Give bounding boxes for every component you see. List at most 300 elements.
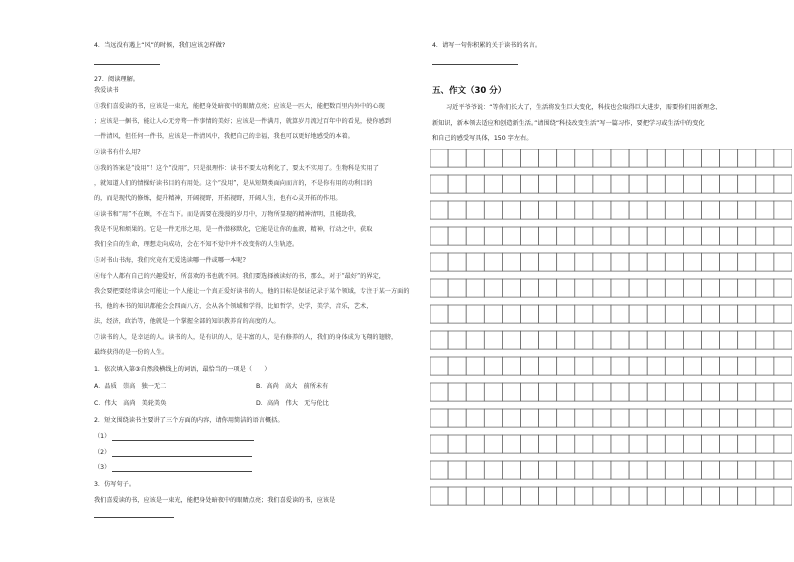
grid-cell[interactable]	[430, 357, 448, 375]
grid-cell[interactable]	[484, 383, 502, 401]
grid-cell[interactable]	[611, 461, 629, 479]
grid-cell[interactable]	[466, 383, 484, 401]
grid-cell[interactable]	[665, 435, 683, 453]
composition-grid[interactable]	[430, 149, 792, 513]
grid-cell[interactable]	[502, 253, 520, 271]
grid-cell[interactable]	[683, 201, 701, 219]
grid-cell[interactable]	[484, 305, 502, 323]
grid-cell[interactable]	[466, 149, 484, 167]
grid-cell[interactable]	[557, 201, 575, 219]
option-b[interactable]: B．高尚 高大 前所未有	[256, 383, 329, 390]
grid-cell[interactable]	[738, 227, 756, 245]
grid-cell[interactable]	[557, 149, 575, 167]
grid-cell[interactable]	[448, 409, 466, 427]
grid-cell[interactable]	[702, 149, 720, 167]
grid-cell[interactable]	[557, 227, 575, 245]
grid-cell[interactable]	[702, 201, 720, 219]
grid-cell[interactable]	[539, 461, 557, 479]
grid-cell[interactable]	[774, 357, 792, 375]
grid-cell[interactable]	[502, 331, 520, 349]
grid-cell[interactable]	[430, 149, 448, 167]
grid-cell[interactable]	[683, 383, 701, 401]
grid-cell[interactable]	[502, 305, 520, 323]
grid-cell[interactable]	[611, 331, 629, 349]
grid-cell[interactable]	[557, 253, 575, 271]
grid-cell[interactable]	[448, 331, 466, 349]
grid-cell[interactable]	[484, 201, 502, 219]
grid-cell[interactable]	[683, 279, 701, 297]
grid-cell[interactable]	[593, 175, 611, 193]
grid-cell[interactable]	[521, 279, 539, 297]
grid-cell[interactable]	[683, 175, 701, 193]
grid-cell[interactable]	[702, 435, 720, 453]
grid-cell[interactable]	[738, 279, 756, 297]
grid-cell[interactable]	[629, 331, 647, 349]
grid-cell[interactable]	[521, 305, 539, 323]
grid-cell[interactable]	[448, 149, 466, 167]
grid-cell[interactable]	[448, 175, 466, 193]
grid-cell[interactable]	[502, 227, 520, 245]
grid-cell[interactable]	[448, 201, 466, 219]
grid-cell[interactable]	[647, 383, 665, 401]
grid-cell[interactable]	[774, 149, 792, 167]
grid-cell[interactable]	[756, 435, 774, 453]
grid-cell[interactable]	[665, 149, 683, 167]
grid-cell[interactable]	[484, 331, 502, 349]
grid-cell[interactable]	[484, 175, 502, 193]
grid-cell[interactable]	[647, 201, 665, 219]
grid-cell[interactable]	[629, 149, 647, 167]
grid-cell[interactable]	[702, 227, 720, 245]
grid-cell[interactable]	[502, 149, 520, 167]
grid-cell[interactable]	[593, 357, 611, 375]
grid-cell[interactable]	[448, 383, 466, 401]
grid-cell[interactable]	[665, 227, 683, 245]
grid-row[interactable]	[430, 227, 792, 245]
grid-cell[interactable]	[702, 279, 720, 297]
grid-cell[interactable]	[521, 435, 539, 453]
grid-cell[interactable]	[738, 305, 756, 323]
grid-cell[interactable]	[521, 227, 539, 245]
grid-cell[interactable]	[629, 201, 647, 219]
grid-row[interactable]	[430, 201, 792, 219]
grid-cell[interactable]	[647, 175, 665, 193]
grid-cell[interactable]	[611, 201, 629, 219]
grid-cell[interactable]	[593, 435, 611, 453]
grid-cell[interactable]	[484, 409, 502, 427]
grid-cell[interactable]	[593, 487, 611, 505]
grid-cell[interactable]	[611, 357, 629, 375]
grid-cell[interactable]	[521, 487, 539, 505]
grid-cell[interactable]	[665, 461, 683, 479]
grid-cell[interactable]	[539, 279, 557, 297]
grid-cell[interactable]	[593, 253, 611, 271]
grid-cell[interactable]	[629, 409, 647, 427]
grid-cell[interactable]	[756, 383, 774, 401]
grid-cell[interactable]	[430, 435, 448, 453]
grid-cell[interactable]	[738, 175, 756, 193]
grid-cell[interactable]	[720, 357, 738, 375]
grid-cell[interactable]	[665, 383, 683, 401]
grid-cell[interactable]	[720, 279, 738, 297]
grid-cell[interactable]	[466, 461, 484, 479]
grid-cell[interactable]	[647, 279, 665, 297]
grid-cell[interactable]	[430, 305, 448, 323]
grid-cell[interactable]	[720, 461, 738, 479]
grid-cell[interactable]	[665, 305, 683, 323]
grid-cell[interactable]	[466, 331, 484, 349]
grid-cell[interactable]	[593, 149, 611, 167]
grid-cell[interactable]	[466, 175, 484, 193]
grid-cell[interactable]	[575, 149, 593, 167]
grid-cell[interactable]	[665, 357, 683, 375]
option-d[interactable]: D．高尚 伟大 无与伦比	[256, 400, 329, 407]
grid-cell[interactable]	[539, 201, 557, 219]
grid-cell[interactable]	[629, 227, 647, 245]
grid-cell[interactable]	[448, 357, 466, 375]
grid-cell[interactable]	[738, 435, 756, 453]
grid-cell[interactable]	[521, 175, 539, 193]
grid-cell[interactable]	[647, 461, 665, 479]
grid-cell[interactable]	[502, 279, 520, 297]
grid-cell[interactable]	[448, 253, 466, 271]
grid-row[interactable]	[430, 175, 792, 193]
grid-row[interactable]	[430, 487, 792, 505]
grid-row[interactable]	[430, 435, 792, 453]
grid-cell[interactable]	[647, 253, 665, 271]
grid-cell[interactable]	[575, 435, 593, 453]
grid-cell[interactable]	[720, 383, 738, 401]
answer-line-imitation[interactable]	[94, 517, 174, 518]
grid-cell[interactable]	[484, 461, 502, 479]
option-c[interactable]: C．伟大 高尚 美轮美奂	[94, 400, 167, 407]
grid-cell[interactable]	[593, 305, 611, 323]
grid-cell[interactable]	[448, 461, 466, 479]
grid-cell[interactable]	[484, 435, 502, 453]
grid-cell[interactable]	[720, 149, 738, 167]
grid-cell[interactable]	[683, 149, 701, 167]
grid-cell[interactable]	[611, 149, 629, 167]
grid-cell[interactable]	[774, 435, 792, 453]
grid-cell[interactable]	[593, 331, 611, 349]
grid-cell[interactable]	[521, 461, 539, 479]
grid-cell[interactable]	[539, 253, 557, 271]
grid-cell[interactable]	[430, 253, 448, 271]
grid-cell[interactable]	[539, 435, 557, 453]
grid-cell[interactable]	[430, 409, 448, 427]
grid-cell[interactable]	[738, 383, 756, 401]
grid-cell[interactable]	[774, 487, 792, 505]
grid-cell[interactable]	[720, 227, 738, 245]
grid-cell[interactable]	[575, 253, 593, 271]
grid-cell[interactable]	[430, 175, 448, 193]
grid-cell[interactable]	[647, 435, 665, 453]
grid-cell[interactable]	[557, 305, 575, 323]
grid-cell[interactable]	[466, 227, 484, 245]
grid-cell[interactable]	[430, 487, 448, 505]
grid-cell[interactable]	[557, 383, 575, 401]
grid-cell[interactable]	[575, 175, 593, 193]
grid-cell[interactable]	[756, 279, 774, 297]
grid-cell[interactable]	[575, 201, 593, 219]
grid-cell[interactable]	[539, 227, 557, 245]
grid-cell[interactable]	[484, 357, 502, 375]
grid-cell[interactable]	[702, 175, 720, 193]
grid-cell[interactable]	[720, 409, 738, 427]
grid-cell[interactable]	[683, 357, 701, 375]
grid-cell[interactable]	[665, 331, 683, 349]
grid-cell[interactable]	[629, 279, 647, 297]
grid-cell[interactable]	[702, 305, 720, 323]
grid-cell[interactable]	[466, 357, 484, 375]
grid-cell[interactable]	[611, 383, 629, 401]
grid-cell[interactable]	[521, 409, 539, 427]
grid-cell[interactable]	[430, 227, 448, 245]
grid-cell[interactable]	[502, 357, 520, 375]
grid-cell[interactable]	[756, 461, 774, 479]
answer-line-2[interactable]	[112, 456, 252, 457]
grid-cell[interactable]	[593, 409, 611, 427]
grid-cell[interactable]	[629, 435, 647, 453]
grid-cell[interactable]	[448, 279, 466, 297]
grid-row[interactable]	[430, 253, 792, 271]
grid-cell[interactable]	[484, 253, 502, 271]
grid-cell[interactable]	[647, 409, 665, 427]
grid-cell[interactable]	[738, 253, 756, 271]
answer-line-1[interactable]	[112, 440, 254, 441]
grid-cell[interactable]	[756, 305, 774, 323]
grid-cell[interactable]	[593, 279, 611, 297]
grid-cell[interactable]	[466, 201, 484, 219]
grid-cell[interactable]	[611, 279, 629, 297]
grid-cell[interactable]	[575, 357, 593, 375]
grid-cell[interactable]	[466, 253, 484, 271]
grid-cell[interactable]	[611, 253, 629, 271]
grid-cell[interactable]	[720, 435, 738, 453]
grid-cell[interactable]	[647, 305, 665, 323]
grid-cell[interactable]	[593, 227, 611, 245]
grid-cell[interactable]	[738, 149, 756, 167]
grid-cell[interactable]	[539, 149, 557, 167]
grid-cell[interactable]	[629, 357, 647, 375]
grid-cell[interactable]	[756, 409, 774, 427]
grid-cell[interactable]	[629, 383, 647, 401]
grid-cell[interactable]	[702, 331, 720, 349]
grid-cell[interactable]	[466, 435, 484, 453]
grid-cell[interactable]	[557, 435, 575, 453]
grid-cell[interactable]	[557, 279, 575, 297]
grid-cell[interactable]	[466, 279, 484, 297]
grid-cell[interactable]	[539, 305, 557, 323]
grid-cell[interactable]	[611, 175, 629, 193]
grid-cell[interactable]	[720, 201, 738, 219]
grid-cell[interactable]	[647, 487, 665, 505]
grid-cell[interactable]	[448, 487, 466, 505]
grid-cell[interactable]	[539, 487, 557, 505]
grid-cell[interactable]	[430, 279, 448, 297]
grid-cell[interactable]	[484, 487, 502, 505]
grid-cell[interactable]	[611, 227, 629, 245]
grid-cell[interactable]	[466, 409, 484, 427]
grid-cell[interactable]	[521, 149, 539, 167]
grid-cell[interactable]	[774, 331, 792, 349]
grid-row[interactable]	[430, 357, 792, 375]
answer-line-3[interactable]	[112, 471, 252, 472]
grid-cell[interactable]	[575, 305, 593, 323]
grid-cell[interactable]	[683, 253, 701, 271]
grid-cell[interactable]	[484, 227, 502, 245]
grid-cell[interactable]	[521, 331, 539, 349]
grid-cell[interactable]	[756, 149, 774, 167]
grid-cell[interactable]	[593, 201, 611, 219]
grid-cell[interactable]	[665, 175, 683, 193]
grid-cell[interactable]	[611, 409, 629, 427]
grid-cell[interactable]	[683, 305, 701, 323]
grid-cell[interactable]	[557, 409, 575, 427]
grid-cell[interactable]	[448, 435, 466, 453]
grid-cell[interactable]	[774, 279, 792, 297]
grid-cell[interactable]	[774, 305, 792, 323]
grid-cell[interactable]	[702, 383, 720, 401]
grid-cell[interactable]	[683, 331, 701, 349]
grid-cell[interactable]	[738, 357, 756, 375]
grid-cell[interactable]	[557, 461, 575, 479]
grid-cell[interactable]	[702, 487, 720, 505]
grid-cell[interactable]	[575, 487, 593, 505]
grid-cell[interactable]	[502, 435, 520, 453]
grid-cell[interactable]	[502, 383, 520, 401]
grid-cell[interactable]	[756, 331, 774, 349]
grid-cell[interactable]	[683, 409, 701, 427]
grid-cell[interactable]	[557, 357, 575, 375]
grid-cell[interactable]	[557, 487, 575, 505]
grid-cell[interactable]	[593, 461, 611, 479]
grid-cell[interactable]	[629, 175, 647, 193]
grid-cell[interactable]	[502, 175, 520, 193]
grid-cell[interactable]	[738, 201, 756, 219]
grid-cell[interactable]	[575, 409, 593, 427]
grid-cell[interactable]	[720, 487, 738, 505]
grid-cell[interactable]	[683, 487, 701, 505]
grid-cell[interactable]	[702, 461, 720, 479]
grid-cell[interactable]	[521, 201, 539, 219]
grid-row[interactable]	[430, 331, 792, 349]
grid-cell[interactable]	[629, 253, 647, 271]
grid-cell[interactable]	[774, 461, 792, 479]
grid-cell[interactable]	[665, 409, 683, 427]
grid-cell[interactable]	[430, 461, 448, 479]
grid-cell[interactable]	[647, 227, 665, 245]
grid-cell[interactable]	[665, 253, 683, 271]
grid-row[interactable]	[430, 409, 792, 427]
grid-cell[interactable]	[720, 331, 738, 349]
grid-cell[interactable]	[647, 331, 665, 349]
grid-cell[interactable]	[756, 487, 774, 505]
grid-cell[interactable]	[430, 383, 448, 401]
grid-cell[interactable]	[683, 435, 701, 453]
grid-cell[interactable]	[774, 175, 792, 193]
grid-cell[interactable]	[702, 357, 720, 375]
grid-cell[interactable]	[774, 253, 792, 271]
grid-row[interactable]	[430, 383, 792, 401]
grid-cell[interactable]	[720, 253, 738, 271]
grid-cell[interactable]	[539, 357, 557, 375]
grid-cell[interactable]	[448, 305, 466, 323]
grid-cell[interactable]	[611, 305, 629, 323]
grid-cell[interactable]	[484, 149, 502, 167]
grid-cell[interactable]	[720, 305, 738, 323]
grid-cell[interactable]	[665, 201, 683, 219]
grid-cell[interactable]	[774, 227, 792, 245]
option-a[interactable]: A．品质 崇高 独一无二	[94, 383, 167, 390]
grid-cell[interactable]	[683, 227, 701, 245]
grid-row[interactable]	[430, 461, 792, 479]
grid-cell[interactable]	[756, 253, 774, 271]
grid-cell[interactable]	[629, 305, 647, 323]
grid-cell[interactable]	[575, 461, 593, 479]
grid-row[interactable]	[430, 305, 792, 323]
grid-cell[interactable]	[575, 383, 593, 401]
grid-cell[interactable]	[521, 253, 539, 271]
grid-cell[interactable]	[539, 175, 557, 193]
grid-cell[interactable]	[702, 253, 720, 271]
grid-cell[interactable]	[539, 331, 557, 349]
grid-cell[interactable]	[665, 279, 683, 297]
grid-cell[interactable]	[629, 487, 647, 505]
answer-line[interactable]	[94, 64, 160, 65]
grid-cell[interactable]	[738, 331, 756, 349]
grid-cell[interactable]	[756, 201, 774, 219]
grid-cell[interactable]	[665, 487, 683, 505]
grid-cell[interactable]	[756, 227, 774, 245]
grid-cell[interactable]	[774, 409, 792, 427]
grid-cell[interactable]	[738, 461, 756, 479]
grid-cell[interactable]	[484, 279, 502, 297]
grid-cell[interactable]	[575, 331, 593, 349]
grid-cell[interactable]	[466, 305, 484, 323]
grid-cell[interactable]	[738, 409, 756, 427]
grid-cell[interactable]	[557, 331, 575, 349]
grid-cell[interactable]	[575, 279, 593, 297]
grid-cell[interactable]	[611, 487, 629, 505]
grid-cell[interactable]	[702, 409, 720, 427]
grid-cell[interactable]	[647, 357, 665, 375]
grid-cell[interactable]	[647, 149, 665, 167]
grid-cell[interactable]	[539, 409, 557, 427]
grid-cell[interactable]	[502, 201, 520, 219]
grid-cell[interactable]	[629, 461, 647, 479]
grid-cell[interactable]	[611, 435, 629, 453]
grid-cell[interactable]	[774, 383, 792, 401]
grid-row[interactable]	[430, 149, 792, 167]
grid-cell[interactable]	[557, 175, 575, 193]
grid-cell[interactable]	[521, 383, 539, 401]
grid-cell[interactable]	[521, 357, 539, 375]
grid-cell[interactable]	[774, 201, 792, 219]
grid-cell[interactable]	[502, 409, 520, 427]
grid-cell[interactable]	[539, 383, 557, 401]
grid-cell[interactable]	[430, 331, 448, 349]
grid-cell[interactable]	[756, 357, 774, 375]
grid-cell[interactable]	[502, 461, 520, 479]
grid-cell[interactable]	[575, 227, 593, 245]
grid-cell[interactable]	[466, 487, 484, 505]
grid-cell[interactable]	[430, 201, 448, 219]
grid-cell[interactable]	[502, 487, 520, 505]
grid-cell[interactable]	[738, 487, 756, 505]
answer-line-quote[interactable]	[432, 64, 518, 65]
grid-cell[interactable]	[683, 461, 701, 479]
